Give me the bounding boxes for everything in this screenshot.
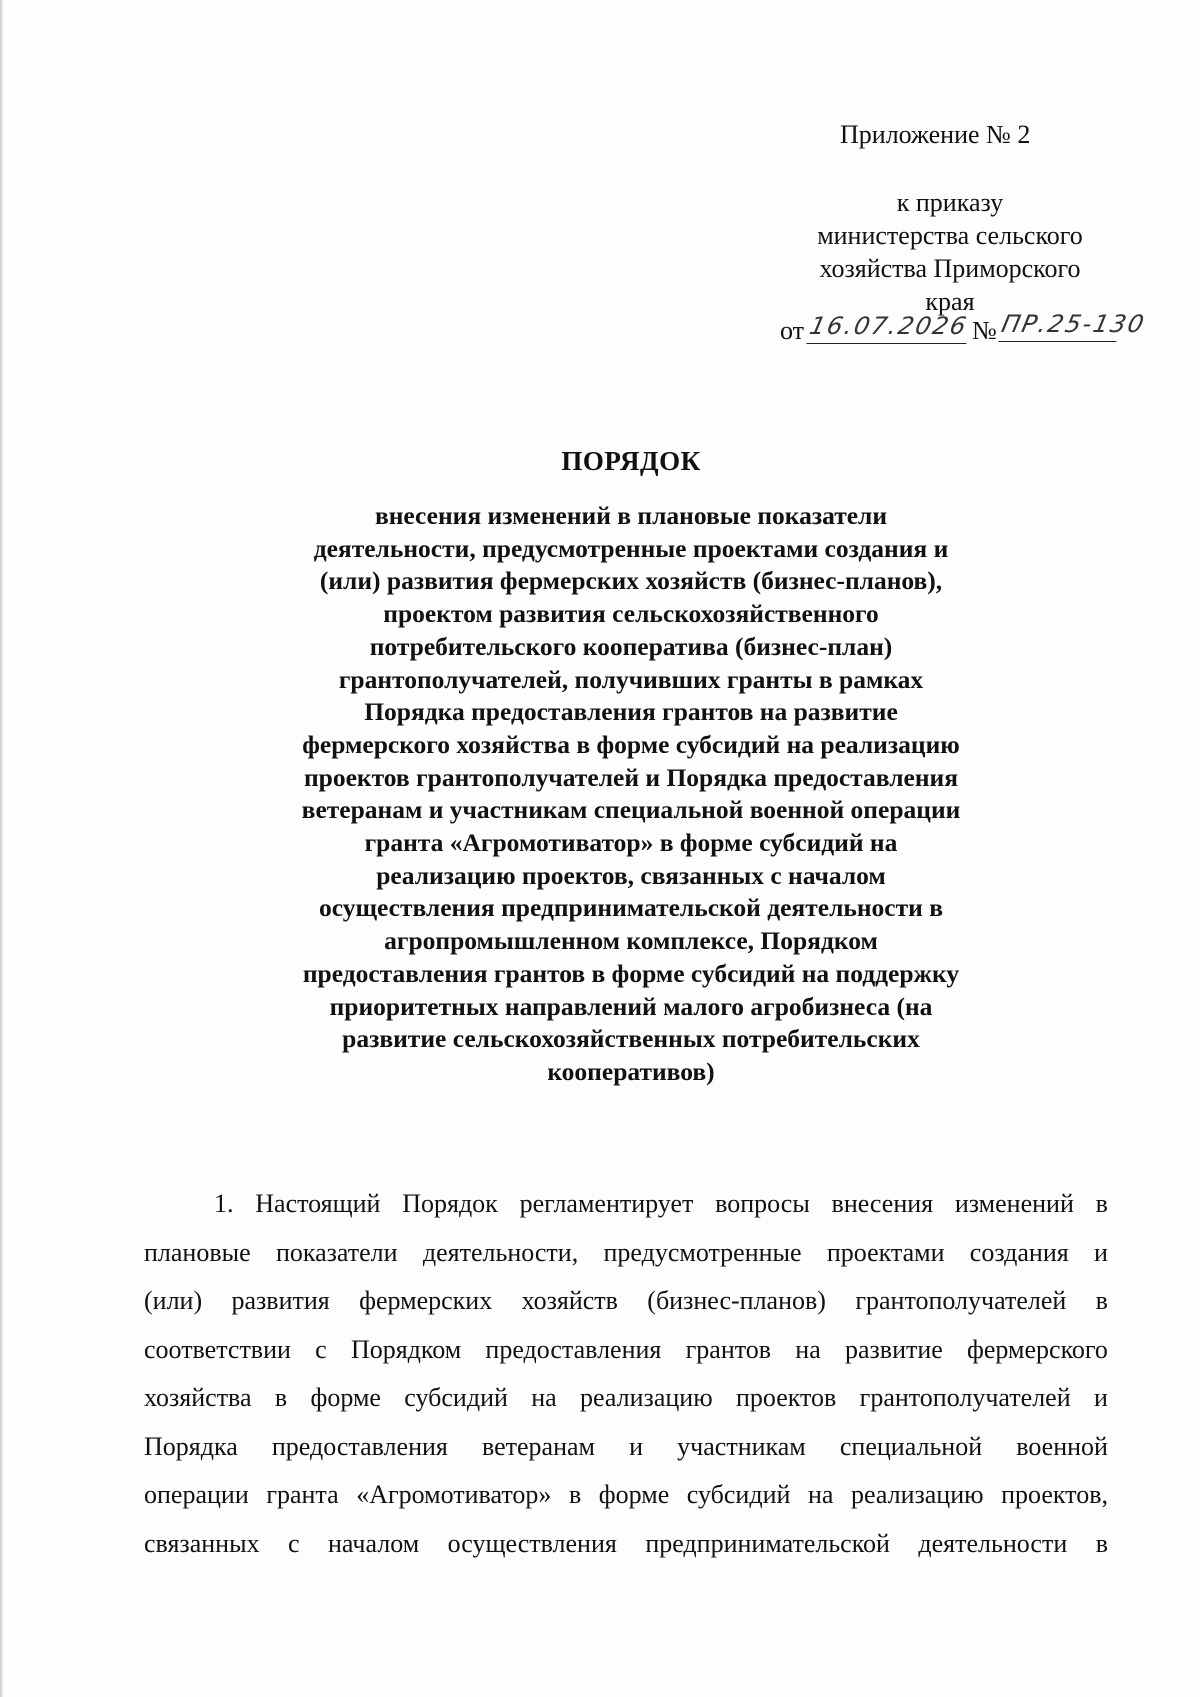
body-word: 1. xyxy=(214,1189,234,1218)
document-subtitle xyxy=(240,500,1022,1089)
body-word: Порядка xyxy=(144,1431,238,1461)
body-word: в xyxy=(1095,1528,1108,1558)
body-word: грантополучателей xyxy=(855,1286,1067,1315)
body-line xyxy=(144,1229,1108,1278)
order-line: хозяйства Приморского xyxy=(819,254,1081,283)
subtitle-line: (или) развития фермерских хозяйств (бизнес-планов), xyxy=(319,566,943,596)
body-word: с xyxy=(288,1528,300,1558)
body-word: проектами xyxy=(826,1237,945,1267)
scan-edge xyxy=(0,0,3,1697)
body-word: предоставления xyxy=(271,1431,448,1461)
body-word: в xyxy=(1095,1286,1108,1315)
body-word: показатели xyxy=(275,1237,398,1267)
subtitle-line: фермерского хозяйства в форме субсидий на реализацию xyxy=(302,729,960,759)
body-word: связанных xyxy=(144,1528,260,1558)
body-word: военной xyxy=(1016,1431,1108,1461)
body-word: в xyxy=(274,1383,288,1412)
body-word: с xyxy=(315,1334,327,1364)
body-word: регламентирует xyxy=(519,1189,694,1218)
subtitle-line: проектом развития сельскохозяйственного xyxy=(383,599,879,629)
subtitle-line: агропромышленном комплексе, Порядком xyxy=(384,926,878,956)
body-line xyxy=(144,1277,1108,1326)
handwritten-date: 16.07.2026 xyxy=(806,309,973,344)
body-word: внесения xyxy=(831,1189,934,1218)
body-word: соответствии xyxy=(144,1334,291,1364)
body-line xyxy=(144,1374,1108,1423)
body-word: проектов xyxy=(735,1383,837,1412)
body-word: грантополучателей xyxy=(859,1383,1071,1412)
body-line xyxy=(144,1520,1108,1569)
body-word: (или) xyxy=(144,1286,203,1315)
body-word: предоставления xyxy=(485,1334,662,1364)
attachment-title: Приложение № 2 xyxy=(840,120,1031,149)
handwritten-number: ПР.25-130 xyxy=(998,307,1123,342)
subtitle-line: внесения изменений в плановые показатели xyxy=(374,501,888,530)
date-prefix: от xyxy=(780,316,805,345)
body-word: Настоящий xyxy=(255,1189,381,1218)
body-word: изменений xyxy=(954,1189,1074,1218)
subtitle-line: предоставления грантов в форме субсидий на поддержку xyxy=(302,958,960,988)
body-word: (бизнес-планов) xyxy=(647,1286,826,1315)
body-line xyxy=(144,1180,1108,1229)
subtitle-line: приоритетных направлений малого агробизнеса (на xyxy=(329,991,933,1021)
body-word: участникам xyxy=(677,1431,806,1461)
body-word: началом xyxy=(328,1528,420,1558)
body-word: и xyxy=(1094,1237,1108,1267)
body-word: форме xyxy=(598,1480,670,1509)
body-paragraph xyxy=(144,1180,1108,1568)
body-word: операции xyxy=(144,1480,249,1509)
order-date-number xyxy=(780,310,1160,356)
body-word: создания xyxy=(969,1237,1069,1267)
body-word: Порядок xyxy=(402,1189,498,1218)
body-word: развития xyxy=(231,1286,330,1315)
subtitle-line: осуществления предпринимательской деятельности в xyxy=(319,893,943,923)
subtitle-line: реализацию проектов, связанных с началом xyxy=(376,860,886,890)
body-word: фермерского xyxy=(967,1334,1108,1364)
body-word: в xyxy=(568,1480,582,1509)
body-word: ветеранам xyxy=(481,1431,595,1461)
subtitle-line: ветеранам и участникам специальной военной операции xyxy=(301,795,961,825)
subtitle-line: проектов грантополучателей и Порядка предоставления xyxy=(303,762,958,792)
order-line: края xyxy=(925,287,975,316)
subtitle-line: гранта «Агромотиватор» в форме субсидий на xyxy=(364,828,898,858)
subtitle-line: кооперативов) xyxy=(547,1056,715,1086)
subtitle-line: Порядка предоставления грантов на развитие xyxy=(364,697,898,727)
body-word: вопросы xyxy=(715,1189,810,1218)
body-word: фермерских xyxy=(359,1286,493,1315)
document-title: ПОРЯДОК xyxy=(561,446,701,476)
body-word: на xyxy=(795,1334,821,1364)
order-line: министерства сельского xyxy=(817,221,1083,250)
body-word: осуществления xyxy=(447,1528,617,1558)
subtitle-line: развитие сельскохозяйственных потребительских xyxy=(342,1024,920,1054)
body-word: на xyxy=(807,1480,834,1509)
body-word: и xyxy=(629,1431,644,1461)
body-word: Порядком xyxy=(350,1334,462,1364)
body-word: в xyxy=(1095,1189,1108,1218)
body-word: плановые xyxy=(144,1237,251,1267)
body-line xyxy=(144,1326,1108,1375)
body-word: субсидий xyxy=(404,1383,508,1412)
body-word: предпринимательской xyxy=(645,1528,890,1558)
body-word: и xyxy=(1093,1383,1108,1412)
body-word: форме xyxy=(310,1383,381,1412)
body-word: на xyxy=(531,1383,557,1412)
body-word: субсидий xyxy=(686,1480,791,1509)
body-word: деятельности xyxy=(918,1528,1068,1558)
order-reference xyxy=(760,186,1140,318)
order-line: к приказу xyxy=(896,188,1004,217)
number-prefix: № xyxy=(972,316,997,345)
body-word: хозяйства xyxy=(144,1383,252,1412)
body-word: предусмотренные xyxy=(603,1237,802,1267)
body-word: деятельности, xyxy=(422,1237,579,1267)
body-word: специальной xyxy=(839,1431,983,1461)
body-line xyxy=(144,1423,1108,1472)
body-word: развитие xyxy=(844,1334,943,1364)
body-word: реализацию xyxy=(850,1480,984,1509)
subtitle-line: потребительского кооператива (бизнес-план) xyxy=(369,631,893,661)
body-word: хозяйств xyxy=(521,1286,618,1315)
body-word: проектов, xyxy=(1001,1480,1108,1509)
subtitle-line: деятельности, предусмотренные проектами создания и xyxy=(313,533,949,563)
body-word: «Агромотиватор» xyxy=(356,1480,552,1509)
body-line xyxy=(144,1471,1108,1520)
body-word: гранта xyxy=(266,1480,339,1509)
subtitle-line: грантополучателей, получивших гранты в рамках xyxy=(338,664,924,694)
body-word: реализацию xyxy=(580,1383,713,1412)
body-word: грантов xyxy=(685,1334,772,1364)
